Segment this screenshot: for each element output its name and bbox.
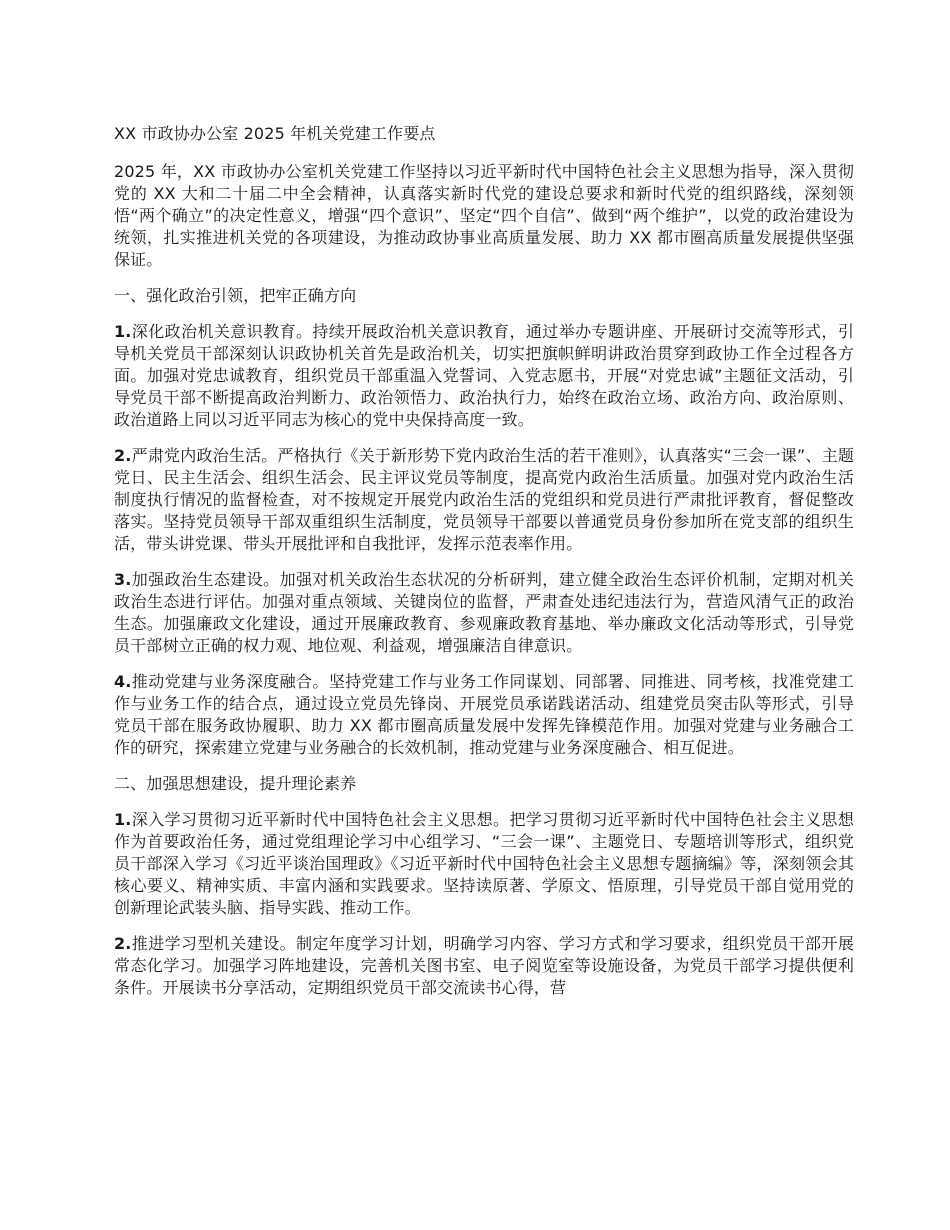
section-1-item-1 [114,321,854,431]
item-text: 推进学习型机关建设。制定年度学习计划，明确学习内容、学习方式和学习要求，组织党员干部开展常态化学习。加强学习阵地建设，完善机关图书室、电子阅览室等设施设备，为党员干部学习提供便利条件。开展读书分享活动，定期组织党员干部交流读书心得，营 [114,934,854,997]
item-text: 深化政治机关意识教育。持续开展政治机关意识教育，通过举办专题讲座、开展研讨交流等形式，引导机关党员干部深刻认识政协机关首先是政治机关，切实把旗帜鲜明讲政治贯穿到政协工作全过程各方面。加强对党忠诚教育，组织党员干部重温入党誓词、入党志愿书，开展“对党忠诚”主题征文活动，引导党员干部不断提高政治判断力、政治领悟力、政治执行力，始终在政治立场、政治方向、政治原则、政治道路上同以习近平同志为核心的党中央保持高度一致。 [114,322,854,429]
document-title: XX 市政协办公室 2025 年机关党建工作要点 [114,124,436,143]
item-text: 加强政治生态建设。加强对机关政治生态状况的分析研判，建立健全政治生态评价机制，定期对机关政治生态进行评估。加强对重点领域、关键岗位的监督，严肃查处违纪违法行为，营造风清气正的政治生态。加强廉政文化建设，通过开展廉政教育、参观廉政教育基地、举办廉政文化活动等形式，引导党员干部树立正确的权力观、地位观、利益观，增强廉洁自律意识。 [114,570,854,655]
section-2-item-2 [114,933,854,999]
item-number: 2. [114,446,132,465]
intro-paragraph: 2025 年，XX 市政协办公室机关党建工作坚持以习近平新时代中国特色社会主义思想为指导，深入贯彻党的 XX 大和二十届二中全会精神，认真落实新时代党的建设总要求和新时代党的组织路线，深刻领悟“两个确立”的决定性意义，增强“四个意识”、坚定“四个自信”、做到“两个维护”，以党的政治建设为统领，扎实推进机关党的各项建设，为推动政协事业高质量发展、助力 XX 都市圈高质量发展提供坚强保证。 [114,162,854,269]
section-1-item-2 [114,445,854,555]
section-heading-2: 二、加强思想建设，提升理论素养 [114,774,357,793]
item-text: 推动党建与业务深度融合。坚持党建工作与业务工作同谋划、同部署、同推进、同考核，找准党建工作与业务工作的结合点，通过设立党员先锋岗、开展党员承诺践诺活动、组建党员突击队等形式，引导党员干部在服务政协履职、助力 XX 都市圈高质量发展中发挥先锋模范作用。加强对党建与业务融合工作的研究，探索建立党建与业务融合的长效机制，推动党建与业务深度融合、相互促进。 [114,672,854,757]
item-number: 2. [114,934,132,953]
item-number: 3. [114,570,132,589]
section-heading-1: 一、强化政治引领，把牢正确方向 [114,286,357,305]
item-number: 4. [114,672,132,691]
item-number: 1. [114,322,132,341]
item-text: 严肃党内政治生活。严格执行《关于新形势下党内政治生活的若干准则》，认真落实“三会一课”、主题党日、民主生活会、组织生活会、民主评议党员等制度，提高党内政治生活质量。加强对党内政治生活制度执行情况的监督检查，对不按规定开展党内政治生活的党组织和党员进行严肃批评教育，督促整改落实。坚持党员领导干部双重组织生活制度，党员领导干部要以普通党员身份参加所在党支部的组织生活，带头讲党课、带头开展批评和自我批评，发挥示范表率作用。 [114,446,854,553]
item-number: 1. [114,810,132,829]
section-1-item-3 [114,569,854,657]
section-1-item-4 [114,671,854,759]
document-page [114,123,854,1013]
section-2-item-1 [114,809,854,919]
item-text: 深入学习贯彻习近平新时代中国特色社会主义思想。把学习贯彻习近平新时代中国特色社会主义思想作为首要政治任务，通过党组理论学习中心组学习、“三会一课”、主题党日、专题培训等形式，组织党员干部深入学习《习近平谈治国理政》《习近平新时代中国特色社会主义思想专题摘编》等，深刻领会其核心要义、精神实质、丰富内涵和实践要求。坚持读原著、学原文、悟原理，引导党员干部自觉用党的创新理论武装头脑、指导实践、推动工作。 [114,810,854,917]
